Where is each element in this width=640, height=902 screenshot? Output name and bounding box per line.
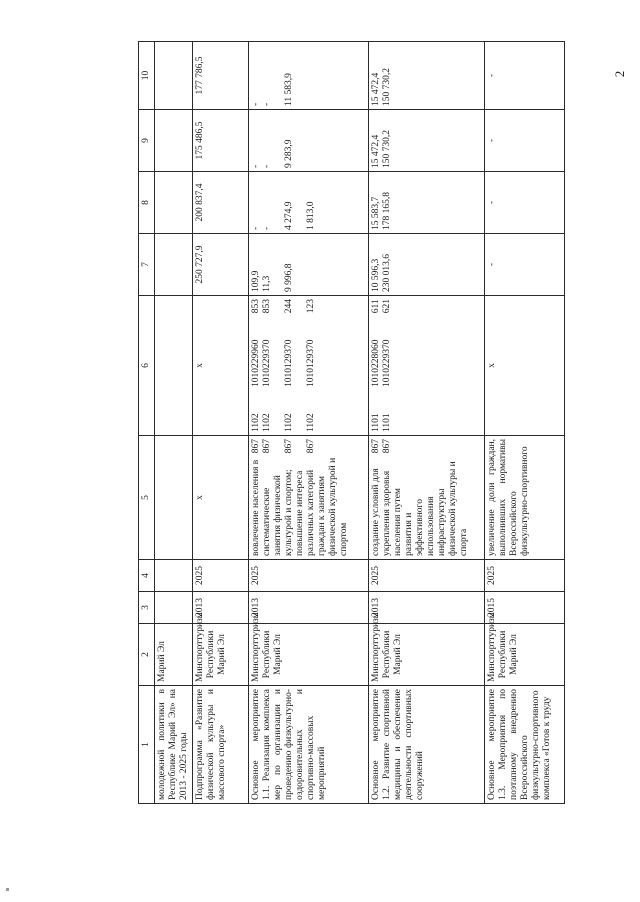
table-row (193, 42, 249, 804)
amount: 150 730,2 (382, 130, 392, 168)
executor-cell: Минспорттуризм Республики Марий Эл (193, 624, 249, 686)
amount: 109,9 (251, 270, 261, 292)
ministry-code: 867 (284, 439, 294, 454)
ministry-code-list (371, 439, 470, 453)
amount-col8-cell: - (485, 172, 565, 234)
program-name-cell: Подпрограмма «Развитие физической культуры и массового спорта» (193, 686, 249, 804)
section-code: 1101 (382, 413, 392, 432)
ministry-code: 867 (371, 439, 381, 454)
table-row (249, 42, 369, 804)
table-row (369, 42, 485, 804)
amount-col10-cell: 177 786,5 (193, 42, 249, 110)
section-code: 1102 (251, 413, 261, 432)
section-code: 1102 (306, 413, 316, 432)
target-code: 1010129370 (306, 339, 316, 388)
ministry-code: 867 (382, 439, 392, 454)
target-code: 1010229370 (262, 339, 272, 388)
amount-col9-cell: 175 486,5 (193, 110, 249, 172)
amount: 15 472,4 (371, 72, 381, 106)
section-code: 1102 (284, 413, 294, 432)
amount: - (262, 164, 272, 168)
header-col-3: 3 (139, 592, 155, 624)
header-col-9: 9 (139, 110, 155, 172)
expense-code: 244 (284, 299, 294, 314)
amount: 230 013,6 (382, 254, 392, 292)
amount-col9-cell: - (485, 110, 565, 172)
result-text: вовлечение населения в систематические занятия физической культурой и спортом; повышение интереса различных категорий граждан к занятиям физической культурой и спортом (251, 457, 349, 556)
end-year-cell: 2025 (485, 560, 565, 592)
target-code: 1010228060 (371, 339, 381, 388)
budget-code-cell (369, 296, 485, 436)
amount: 11,3 (262, 275, 272, 292)
amount: - (262, 226, 272, 230)
amount-col7-cell: - (485, 234, 565, 296)
ministry-code-list (251, 439, 350, 453)
header-col-6: 6 (139, 296, 155, 436)
header-col-8: 8 (139, 172, 155, 234)
amount-col8-cell (369, 172, 485, 234)
amount-col10-cell (249, 42, 369, 110)
ministry-code: 867 (262, 439, 272, 454)
result-cell (249, 436, 369, 560)
page-number: 2 (612, 70, 627, 78)
header-col-2: 2 (139, 624, 155, 686)
amount-col7-cell (249, 234, 369, 296)
header-row (139, 42, 155, 804)
amount-col8-cell: 200 837,4 (193, 172, 249, 234)
program-name-cell: Основное мероприятие 1.3. Мероприятия по поэтапному внедрению Всероссийского физкультурно-спортивного комплекса «Готов к труду (485, 686, 565, 804)
target-code: 1010129370 (284, 339, 294, 388)
program-name-cell: Основное мероприятие 1.2. Развитие спортивной медицины и обеспечение деятельности спортивных сооружений (369, 686, 485, 804)
amount: - (251, 102, 261, 106)
budget-code-cell: х (193, 296, 249, 436)
amount-col10-cell: - (485, 42, 565, 110)
target-code-list (371, 340, 393, 388)
amount-col7-cell (369, 234, 485, 296)
end-year-cell: 2025 (369, 560, 485, 592)
amount: 15 472,4 (371, 134, 381, 168)
header-col-7: 7 (139, 234, 155, 296)
amount: - (251, 164, 261, 168)
header-col-5: 5 (139, 436, 155, 560)
header-col-10: 10 (139, 42, 155, 110)
target-code: 1010229370 (382, 339, 392, 388)
amount-col8-cell (249, 172, 369, 234)
budget-code-cell (249, 296, 369, 436)
executor-cell: Минспорттуризм Республики Марий Эл (249, 624, 369, 686)
amount-col7-cell: 250 727,9 (193, 234, 249, 296)
start-year-cell: 2013 (249, 592, 369, 624)
amount: 11 583,9 (284, 73, 294, 106)
expense-code: 123 (306, 299, 316, 314)
amount-col9-cell (249, 110, 369, 172)
executor-cell: Марий Эл (155, 624, 193, 686)
result-cell: х (193, 436, 249, 560)
expense-code: 621 (382, 299, 392, 314)
header-col-1: 1 (139, 686, 155, 804)
amount: 4 274,9 (284, 201, 294, 230)
end-year-cell: 2025 (193, 560, 249, 592)
end-year-cell: 2025 (249, 560, 369, 592)
program-name-cell: Основное мероприятие 1.1. Реализация комплекса мер по организации и проведению физкультурно-оздоровительных и спортивно-массовых мероприятий (249, 686, 369, 804)
executor-cell: Минспорттуризм Республики Марий Эл (369, 624, 485, 686)
program-name-cell: молодежной политики в Республике Марий Эл» на 2013 - 2025 годы (155, 686, 193, 804)
target-code-list (251, 340, 317, 388)
executor-cell: Минспорттуризм Республики Марий Эл (485, 624, 565, 686)
section-code: 1102 (262, 413, 272, 432)
start-year-cell: 2013 (369, 592, 485, 624)
amount-col10-cell (369, 42, 485, 110)
section-code-list (251, 413, 317, 432)
result-cell (369, 436, 485, 560)
ministry-code: 867 (306, 439, 316, 454)
budget-table-sheet (138, 42, 634, 804)
expense-code-list (371, 299, 393, 313)
expense-code: 853 (251, 299, 261, 314)
header-col-4: 4 (139, 560, 155, 592)
amount: 15 583,7 (371, 196, 381, 230)
target-code: 1010229960 (251, 339, 261, 388)
amount: - (262, 102, 272, 106)
result-cell: увеличение доли граждан, выполнивших нормативы Всероссийского физкультурно-спортивного (485, 436, 565, 560)
amount: 9 283,9 (284, 139, 294, 168)
expense-code: 853 (262, 299, 272, 314)
expense-code: 611 (371, 299, 381, 314)
amount-col9-cell (369, 110, 485, 172)
result-text: создание условий для укрепления здоровья населения путем развития и эффективного использования инфраструктуры физической культуры и спорта (371, 461, 469, 556)
start-year-cell: 2015 (485, 592, 565, 624)
ministry-code: 867 (251, 439, 261, 454)
amount: 9 996,8 (284, 263, 294, 292)
amount: 1 813,0 (306, 201, 316, 230)
table-row (155, 42, 193, 804)
table-row (485, 42, 565, 804)
amount: 178 165,8 (382, 192, 392, 230)
section-code: 1101 (371, 413, 381, 432)
expense-code-list (251, 299, 317, 313)
section-code-list (371, 413, 393, 432)
budget-code-cell: х (485, 296, 565, 436)
amount: 150 730,2 (382, 68, 392, 106)
budget-table (138, 41, 565, 804)
start-year-cell: 2013 (193, 592, 249, 624)
scan-speck (6, 888, 9, 891)
amount: 10 596,3 (371, 258, 381, 292)
amount: - (251, 226, 261, 230)
